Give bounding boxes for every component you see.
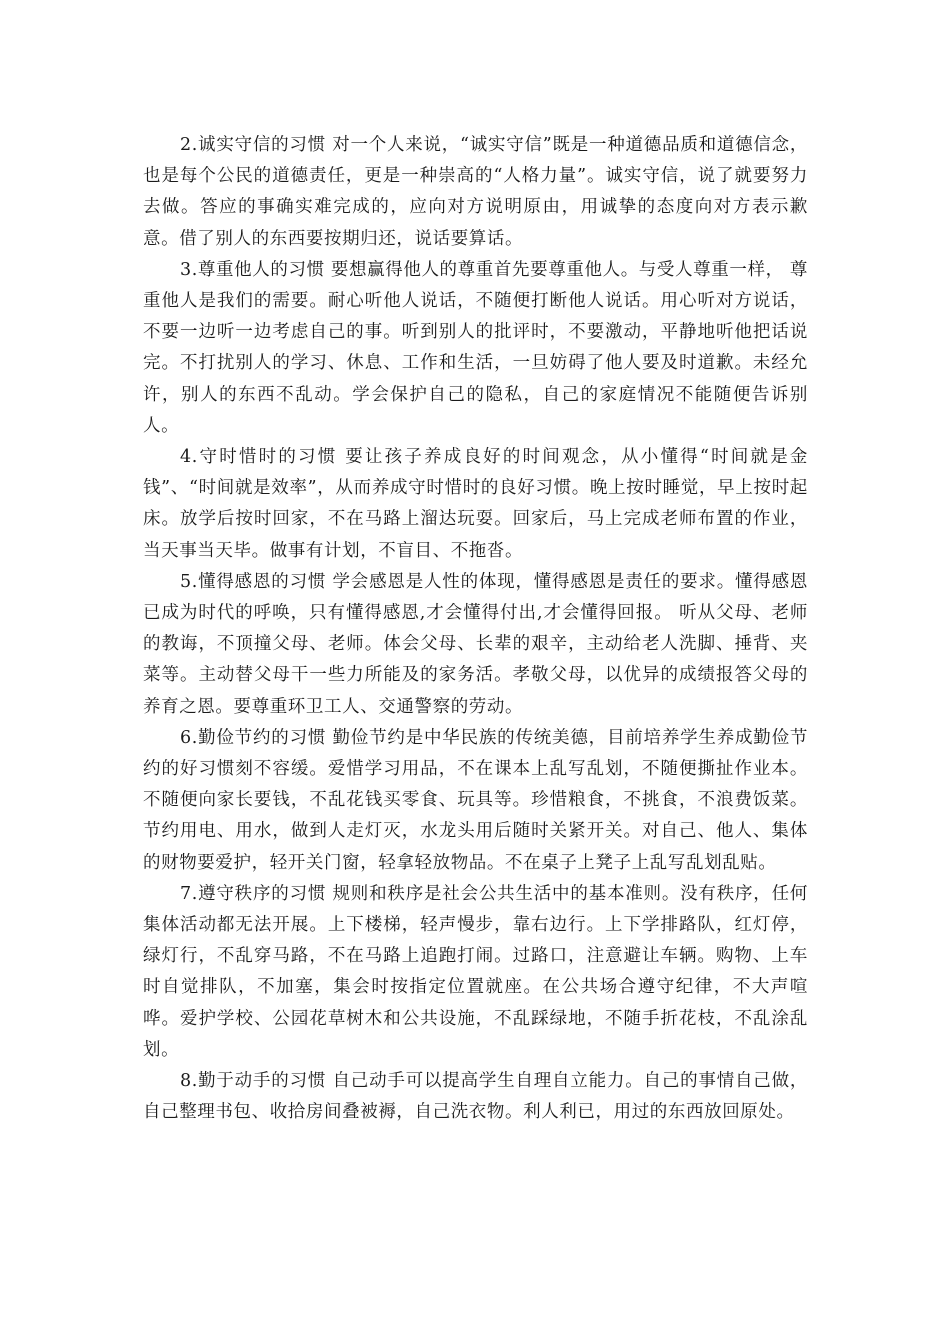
document-body (143, 130, 808, 1129)
paragraph-order: 7.遵守秩序的习惯 规则和秩序是社会公共生活中的基本准则。没有秩序，任何集体活动都无法开展。上下楼梯，轻声慢步，靠右边行。上下学排路队，红灯停，绿灯行，不乱穿马路，不在马路上追跑打闹。过路口，注意避让车辆。购物、上车时自觉排队，不加塞，集会时按指定位置就座。在公共场合遵守纪律，不大声喧哗。爱护学校、公园花草树木和公共设施，不乱踩绿地，不随手折花枝，不乱涂乱划。 (143, 883, 808, 1060)
paragraph-respect: 3.尊重他人的习惯 要想赢得他人的尊重首先要尊重他人。与受人尊重一样， 尊重他人是我们的需要。耐心听他人说话，不随便打断他人说话。用心听对方说话，不要一边听一边考虑自己的事。听到别人的批评时，不要激动，平静地听他把话说完。不打扰别人的学习、休息、工作和生活，一旦妨碍了他人要及时道歉。未经允许，别人的东西不乱动。学会保护自己的隐私，自己的家庭情况不能随便告诉别人。 (143, 259, 808, 436)
paragraph-punctuality: 4.守时惜时的习惯 要让孩子养成良好的时间观念，从小懂得“时间就是金钱”、“时间就是效率”，从而养成守时惜时的良好习惯。晚上按时睡觉，早上按时起床。放学后按时回家，不在马路上溜达玩耍。回家后，马上完成老师布置的作业，当天事当天毕。做事有计划，不盲目、不拖沓。 (143, 447, 808, 561)
paragraph-self-reliance: 8.勤于动手的习惯 自己动手可以提高学生自理自立能力。自己的事情自己做，自己整理书包、收拾房间叠被褥，自己洗衣物。利人利已，用过的东西放回原处。 (143, 1071, 808, 1123)
paragraph-honesty: 2.诚实守信的习惯 对一个人来说，“诚实守信”既是一种道德品质和道德信念，也是每个公民的道德责任，更是一种崇高的“人格力量”。诚实守信，说了就要努力去做。答应的事确实难完成的，应向对方说明原由，用诚挚的态度向对方表示歉意。借了别人的东西要按期归还，说话要算话。 (143, 135, 808, 249)
paragraph-gratitude: 5.懂得感恩的习惯 学会感恩是人性的体现，懂得感恩是责任的要求。懂得感恩已成为时代的呼唤，只有懂得感恩,才会懂得付出,才会懂得回报。 听从父母、老师的教诲，不顶撞父母、老师。体会父母、长辈的艰辛，主动给老人洗脚、捶背、夹菜等。主动替父母干一些力所能及的家务活。孝敬父母，以优异的成绩报答父母的养育之恩。要尊重环卫工人、交通警察的劳动。 (143, 571, 808, 717)
paragraph-thrift: 6.勤俭节约的习惯 勤俭节约是中华民族的传统美德，目前培养学生养成勤俭节约的好习惯刻不容缓。爱惜学习用品，不在课本上乱写乱划，不随便撕扯作业本。不随便向家长要钱，不乱花钱买零食、玩具等。珍惜粮食，不挑食，不浪费饭菜。节约用电、用水，做到人走灯灭，水龙头用后随时关紧开关。对自己、他人、集体的财物要爱护，轻开关门窗，轻拿轻放物品。不在桌子上凳子上乱写乱划乱贴。 (143, 727, 808, 873)
